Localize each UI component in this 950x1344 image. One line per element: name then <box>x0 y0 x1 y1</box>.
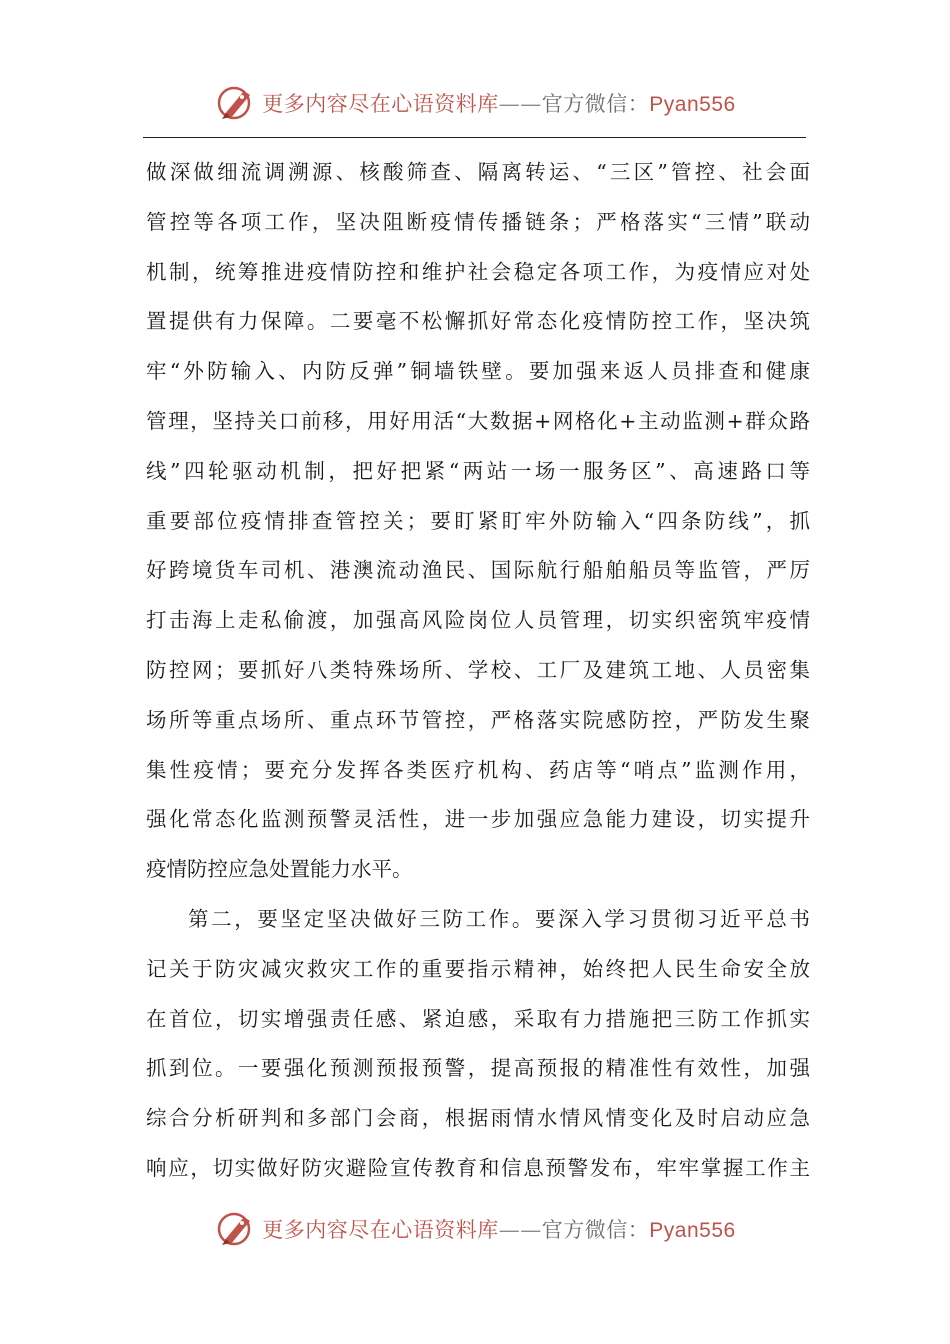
footer-watermark-banner <box>0 1204 950 1254</box>
text-line: 牢“外防输入、内防反弹”铜墙铁壁。要加强来返人员排查和健康 <box>146 359 810 384</box>
text-line: 记关于防灾减灾救灾工作的重要指示精神，始终把人民生命安全放 <box>146 956 810 981</box>
text-line: 综合分析研判和多部门会商，根据雨情水情风情变化及时启动应急 <box>146 1106 810 1131</box>
text-line: 做深做细流调溯源、核酸筛查、隔离转运、“三区”管控、社会面 <box>146 160 810 184</box>
text-line: 响应，切实做好防灾避险宣传教育和信息预警发布，牢牢掌握工作主 <box>146 1155 810 1180</box>
text-line: 重要部位疫情排查管控关；要盯紧盯牢外防输入“四条防线”，抓 <box>146 508 810 533</box>
document-body <box>146 148 810 1194</box>
text-line: 机制，统筹推进疫情防控和维护社会稳定各项工作，为疫情应对处 <box>146 259 810 284</box>
text-line: 在首位，切实增强责任感、紧迫感，采取有力措施把三防工作抓实 <box>146 1006 810 1031</box>
pen-nib-logo-icon <box>214 81 258 125</box>
text-line: 打击海上走私偷渡，加强高风险岗位人员管理，切实织密筑牢疫情 <box>146 608 810 633</box>
paragraph-start-line: 第二，要坚定坚决做好三防工作。要深入学习贯彻习近平总书 <box>188 906 810 931</box>
text-line: 集性疫情；要充分发挥各类医疗机构、药店等“哨点”监测作用， <box>146 757 810 782</box>
text-line: 管理，坚持关口前移，用好用活“大数据+网格化+主动监测+群众路 <box>146 408 810 433</box>
text-line: 线”四轮驱动机制，把好把紧“两站一场一服务区”、高速路口等 <box>146 458 810 483</box>
pen-nib-logo-icon <box>214 1207 258 1251</box>
watermark-text: 更多内容尽在心语资料库——官方微信：Pyan556 <box>262 1218 736 1242</box>
watermark-text: 更多内容尽在心语资料库——官方微信：Pyan556 <box>262 92 736 116</box>
text-line: 好跨境货车司机、港澳流动渔民、国际航行船舶船员等监管，严厉 <box>146 558 810 583</box>
text-line: 管控等各项工作，坚决阻断疫情传播链条；严格落实“三情”联动 <box>146 209 810 234</box>
text-line: 场所等重点场所、重点环节管控，严格落实院感防控，严防发生聚 <box>146 707 810 732</box>
header-watermark-banner <box>0 78 950 128</box>
text-line: 置提供有力保障。二要毫不松懈抓好常态化疫情防控工作，坚决筑 <box>146 309 810 334</box>
text-line: 疫情防控应急处置能力水平。 <box>146 857 413 882</box>
header-divider <box>143 137 806 138</box>
text-line: 防控网；要抓好八类特殊场所、学校、工厂及建筑工地、人员密集 <box>146 657 810 682</box>
text-line: 强化常态化监测预警灵活性，进一步加强应急能力建设，切实提升 <box>146 807 810 832</box>
text-line: 抓到位。一要强化预测预报预警，提高预报的精准性有效性，加强 <box>146 1056 810 1081</box>
